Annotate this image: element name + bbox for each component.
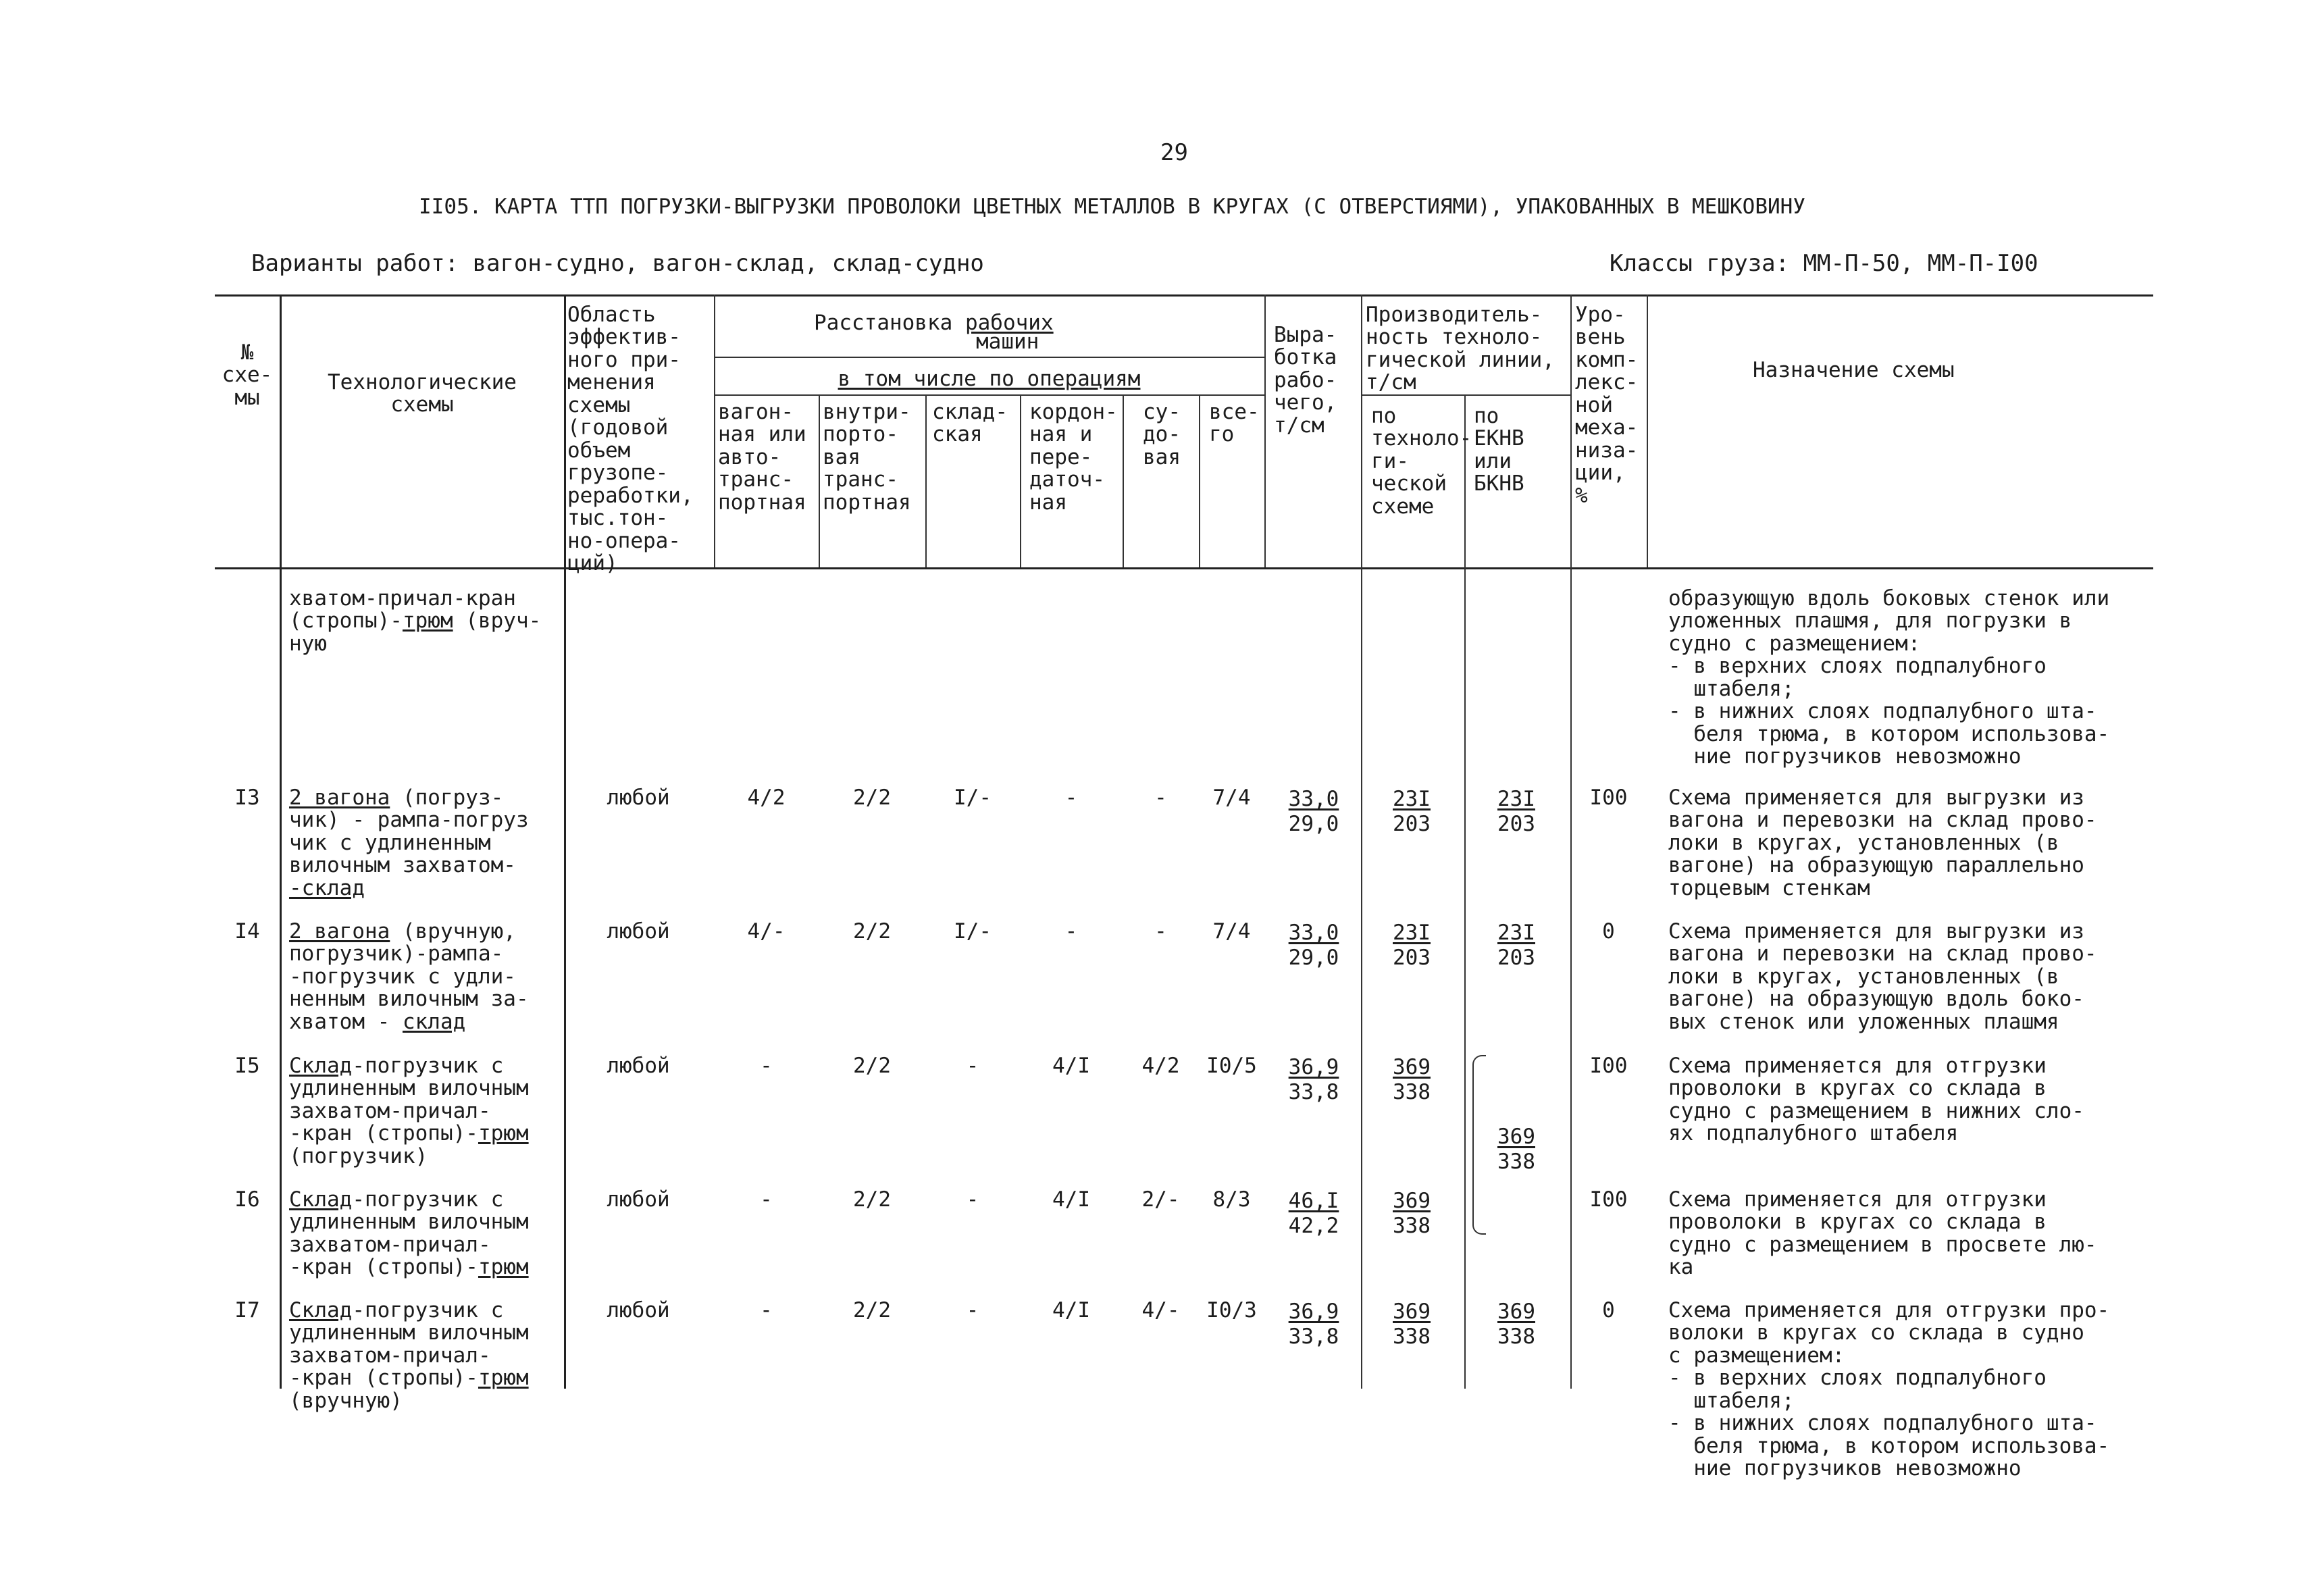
worker-output-denominator: 42,2 (1288, 1214, 1339, 1239)
tech-scheme-text: (вручную) (289, 1388, 403, 1413)
header-by-eknv: по ЕКНВ или БКНВ (1474, 404, 1524, 496)
productivity-by-scheme-numerator: 369 (1393, 1299, 1431, 1324)
tech-scheme-line (289, 1390, 529, 1412)
tech-scheme-line (289, 1077, 529, 1100)
col-divider-tech (564, 294, 566, 1389)
row-total-machines: I0/3 (1206, 1298, 1257, 1322)
row-application-area: любой (607, 919, 670, 944)
col-divider-warehouse (1020, 394, 1021, 567)
row-cordon-machines: 4/I (1052, 1054, 1090, 1078)
productivity-by-scheme-denominator: 338 (1393, 1324, 1431, 1349)
productivity-by-eknv-denominator: 338 (1497, 1324, 1535, 1349)
row-cordon-machines: 4/I (1052, 1187, 1090, 1212)
tech-scheme-text: -кран (стропы)- (289, 1255, 478, 1280)
row-intraport-machines: 2/2 (853, 919, 891, 944)
row-warehouse-machines: - (966, 1187, 979, 1212)
tech-scheme-text: -погрузчик с (352, 1298, 504, 1322)
row-productivity-by-scheme (1364, 1299, 1459, 1349)
tech-scheme-line (289, 832, 529, 854)
tech-scheme-text: трюм (478, 1121, 529, 1146)
row-wagon-machines: 4/- (747, 919, 786, 944)
header-scheme-purpose: Назначение схемы (1753, 358, 1955, 382)
productivity-by-eknv-numerator: 23I (1497, 787, 1535, 811)
row-warehouse-machines: - (966, 1054, 979, 1078)
header-scheme-number: № схе- мы (222, 340, 273, 410)
productivity-by-eknv-numerator: 23I (1497, 921, 1535, 945)
productivity-by-eknv-denominator: 203 (1497, 946, 1535, 971)
tech-scheme-text: удлиненным вилочным (289, 1210, 529, 1235)
header-application-area: Область эффектив- ного при- менения схемы (годовой объем грузопе- реработки, тыс.тон- но-опера- ций) (567, 303, 694, 576)
placement-subheader-line (714, 357, 1264, 358)
row-total-machines: 7/4 (1212, 919, 1251, 944)
tech-scheme-line (289, 1211, 529, 1233)
tech-scheme-text: 2 вагона (289, 786, 390, 810)
col-divider-area (714, 294, 715, 567)
tech-scheme-text: (вручную, (390, 919, 516, 944)
row-productivity-by-scheme (1364, 921, 1459, 971)
row-scheme-number: I5 (234, 1054, 260, 1078)
row-scheme-purpose: Схема применяется для выгрузки из вагона и перевозки на склад прово- локи в кругах, установленных (в вагоне) на образующую параллельно торцевым стенкам (1668, 786, 2097, 900)
tech-scheme-text: -погрузчик с (352, 1187, 504, 1212)
header-line-productivity: Производитель- ность техноло- гической линии, т/см (1366, 303, 1555, 395)
tech-scheme-line (289, 1123, 529, 1145)
tech-scheme-line (289, 1189, 529, 1211)
tech-scheme-text: -кран (стропы)- (289, 1121, 478, 1146)
tech-scheme-text: удлиненным вилочным (289, 1076, 529, 1101)
worker-output-denominator: 29,0 (1288, 946, 1339, 971)
tech-scheme-line (289, 877, 529, 900)
page-title: II05. КАРТА ТТП ПОГРУЗКИ-ВЫГРУЗКИ ПРОВОЛОКИ ЦВЕТНЫХ МЕТАЛЛОВ В КРУГАХ (С ОТВЕРСТИЯМИ), УПАКОВАННЫХ В МЕШКОВИНУ (419, 195, 1805, 219)
tech-scheme-text: 2 вагона (289, 919, 390, 944)
header-total: все- го (1209, 400, 1260, 447)
col-divider-intraport (925, 394, 927, 567)
productivity-by-scheme-denominator: 203 (1393, 946, 1431, 971)
row-worker-output (1270, 787, 1358, 837)
row-productivity-by-eknv (1466, 1299, 1567, 1349)
shared-eknv-value (1483, 1125, 1550, 1175)
row-productivity-by-eknv (1466, 787, 1567, 837)
productivity-by-scheme-numerator: 369 (1393, 1055, 1431, 1079)
row-scheme-purpose: Схема применяется для отгрузки проволоки в кругах со склада в судно с размещением в нижних сло- ях подпалубного штабеля (1668, 1054, 2084, 1146)
row-tech-scheme (289, 921, 529, 1033)
col-divider-productivity (1570, 294, 1572, 1389)
row-intraport-machines: 2/2 (853, 786, 891, 810)
shared-eknv-bottom: 338 (1497, 1150, 1535, 1175)
tech-scheme-line (289, 1367, 529, 1389)
productivity-by-scheme-denominator: 203 (1393, 812, 1431, 837)
header-mechanization-level: Уро- вень комп- лекс- ной меха- низа- ции, % (1575, 303, 1639, 508)
tech-scheme-line (289, 1256, 529, 1279)
tech-scheme-line (289, 809, 529, 831)
col-divider-output (1361, 294, 1362, 1389)
row-scheme-number: I6 (234, 1187, 260, 1212)
row-worker-output (1270, 1055, 1358, 1105)
row-warehouse-machines: I/- (954, 786, 992, 810)
tech-scheme-line (289, 1011, 529, 1033)
work-variants: Варианты работ: вагон-судно, вагон-склад, склад-судно (251, 250, 984, 277)
row-scheme-number: I7 (234, 1298, 260, 1322)
header-ship: су- до- вая (1143, 400, 1181, 469)
tech-scheme-text: склад (402, 1009, 466, 1034)
row-ship-machines: 4/- (1141, 1298, 1180, 1322)
tech-scheme-line (289, 921, 529, 943)
tech-scheme-line (289, 988, 529, 1010)
tech-scheme-text: захватом-причал- (289, 1232, 491, 1257)
row-scheme-number: I3 (234, 786, 260, 810)
row-productivity-by-eknv (1466, 921, 1567, 971)
header-cordon: кордон- ная и пере- даточ- ная (1029, 400, 1118, 515)
row-intraport-machines: 2/2 (853, 1187, 891, 1212)
continuation-tech-scheme (289, 588, 541, 655)
row-wagon-machines: 4/2 (747, 786, 786, 810)
tech-scheme-text: -погрузчик с удли- (289, 964, 516, 989)
continuation-tech-end: (вруч- ную (289, 609, 542, 656)
row-productivity-by-scheme (1364, 1189, 1459, 1239)
tech-scheme-text: Склад (289, 1187, 353, 1212)
row-ship-machines: - (1154, 786, 1167, 810)
productivity-by-eknv-numerator: 369 (1497, 1299, 1535, 1324)
page-number: 29 (1160, 139, 1188, 166)
row-intraport-machines: 2/2 (853, 1054, 891, 1078)
row-tech-scheme (289, 1299, 529, 1412)
row-application-area: любой (607, 1187, 670, 1212)
row-cordon-machines: - (1064, 919, 1078, 944)
row-mechanization-level: I00 (1589, 1054, 1628, 1078)
row-wagon-machines: - (760, 1298, 773, 1322)
header-warehouse: склад- ская (932, 400, 1008, 447)
worker-output-numerator: 33,0 (1288, 921, 1339, 945)
continuation-purpose: образующую вдоль боковых стенок или уложенных плашмя, для погрузки в судно с размещением: - в верхних слоях подпалубного штабеля; - в нижних слоях подпалубного шта- беля трюма, в котором использова- ние погрузчиков невозможно (1668, 586, 2110, 769)
worker-output-denominator: 33,8 (1288, 1080, 1339, 1105)
col-divider-cordon (1123, 394, 1124, 567)
productivity-by-scheme-numerator: 23I (1393, 921, 1431, 945)
header-intraport-transport: внутри- порто- вая транс- портная (823, 400, 911, 515)
row-ship-machines: 4/2 (1141, 1054, 1180, 1078)
continuation-tech-text: хватом-причал-кран (стропы)- (289, 586, 516, 634)
tech-scheme-text: чик с удлиненным (289, 830, 491, 855)
row-cordon-machines: - (1064, 786, 1078, 810)
row-scheme-number: I4 (234, 919, 260, 944)
row-mechanization-level: 0 (1602, 919, 1615, 944)
tech-scheme-text: (погруз- (390, 786, 504, 810)
row-warehouse-machines: - (966, 1298, 979, 1322)
continuation-tech-hold: трюм (402, 609, 453, 634)
tech-scheme-line (289, 1345, 529, 1367)
tech-scheme-text: трюм (478, 1255, 529, 1280)
col-divider-wagon (819, 394, 820, 567)
worker-output-numerator: 46,I (1288, 1189, 1339, 1213)
row-ship-machines: - (1154, 919, 1167, 944)
row-ship-machines: 2/- (1141, 1187, 1180, 1212)
productivity-subheader-line (1361, 394, 1570, 396)
row-tech-scheme (289, 1189, 529, 1279)
row-mechanization-level: I00 (1589, 786, 1628, 810)
row-total-machines: I0/5 (1206, 1054, 1257, 1078)
tech-scheme-text: трюм (478, 1366, 529, 1391)
row-application-area: любой (607, 1054, 670, 1078)
col-divider-by-scheme (1464, 394, 1466, 1389)
row-total-machines: 7/4 (1212, 786, 1251, 810)
operations-subheader-line (714, 394, 1264, 396)
col-divider-mech (1647, 294, 1648, 567)
row-mechanization-level: I00 (1589, 1187, 1628, 1212)
tech-scheme-text: захватом-причал- (289, 1343, 491, 1368)
row-scheme-purpose: Схема применяется для выгрузки из вагона и перевозки на склад прово- локи в кругах, установленных (в вагоне) на образующую вдоль боко- вых стенок или уложенных плашмя (1668, 919, 2097, 1034)
header-placement-machines: машин (976, 330, 1039, 354)
tech-scheme-line (289, 1055, 529, 1077)
row-worker-output (1270, 1299, 1358, 1349)
row-cordon-machines: 4/I (1052, 1298, 1090, 1322)
row-productivity-by-scheme (1364, 787, 1459, 837)
tech-scheme-text: хватом - (289, 1009, 403, 1034)
tech-scheme-text: погрузчик)-рампа- (289, 942, 504, 967)
table-header-bottom-border (215, 567, 2153, 569)
header-placement-label: Расстановка (814, 311, 953, 335)
header-by-tech-scheme: по техноло- ги- ческой схеме (1371, 404, 1472, 519)
row-intraport-machines: 2/2 (853, 1298, 891, 1322)
productivity-by-scheme-numerator: 369 (1393, 1189, 1431, 1213)
worker-output-denominator: 33,8 (1288, 1324, 1339, 1349)
tech-scheme-text: -погрузчик с (352, 1054, 504, 1078)
tech-scheme-text: захватом-причал- (289, 1098, 491, 1123)
productivity-by-eknv-denominator: 203 (1497, 812, 1535, 837)
tech-scheme-text: чик) - рампа-погруз (289, 808, 529, 833)
row-productivity-by-scheme (1364, 1055, 1459, 1105)
row-application-area: любой (607, 786, 670, 810)
productivity-by-scheme-numerator: 23I (1393, 787, 1431, 811)
tech-scheme-text: вилочным захватом- (289, 853, 516, 878)
tech-scheme-line (289, 1322, 529, 1344)
header-worker-output: Выра- ботка рабо- чего, т/см (1274, 323, 1337, 438)
productivity-by-scheme-denominator: 338 (1393, 1080, 1431, 1105)
cargo-classes: Классы груза: ММ-П-50, ММ-П-I00 (1610, 250, 2038, 277)
tech-scheme-text: Склад (289, 1298, 353, 1322)
row-scheme-purpose: Схема применяется для отгрузки про- волоки в кругах со склада в судно с размещением: - в верхних слоях подпалубного штабеля; - в нижних слоях подпалубного шта- беля трюма, в котором использова- ние погрузчиков невозможно (1668, 1298, 2110, 1481)
row-total-machines: 8/3 (1212, 1187, 1251, 1212)
tech-scheme-line (289, 787, 529, 809)
row-worker-output (1270, 1189, 1358, 1239)
tech-scheme-text: Склад (289, 1054, 353, 1078)
worker-output-denominator: 29,0 (1288, 812, 1339, 837)
tech-scheme-text: -склад (289, 875, 365, 900)
tech-scheme-text: ненным вилочным за- (289, 987, 529, 1012)
table-top-border (215, 294, 2153, 297)
productivity-by-scheme-denominator: 338 (1393, 1214, 1431, 1239)
col-divider-ship (1199, 394, 1200, 567)
row-wagon-machines: - (760, 1187, 773, 1212)
header-by-operations: в том числе по операциям (838, 367, 1141, 391)
shared-eknv-top: 369 (1497, 1125, 1535, 1149)
worker-output-numerator: 33,0 (1288, 787, 1339, 811)
worker-output-numerator: 36,9 (1288, 1299, 1339, 1324)
row-scheme-purpose: Схема применяется для отгрузки проволоки в кругах со склада в судно с размещением в просвете лю- ка (1668, 1187, 2097, 1280)
header-technological-schemes: Технологические схемы (328, 370, 517, 417)
tech-scheme-line (289, 1100, 529, 1123)
worker-output-numerator: 36,9 (1288, 1055, 1339, 1079)
tech-scheme-line (289, 943, 529, 965)
tech-scheme-text: -кран (стропы)- (289, 1366, 478, 1391)
tech-scheme-text: (погрузчик) (289, 1143, 428, 1168)
tech-scheme-line (289, 966, 529, 988)
tech-scheme-text: удлиненным вилочным (289, 1320, 529, 1345)
header-placement-workers: рабочих (965, 311, 1054, 335)
tech-scheme-line (289, 1234, 529, 1256)
tech-scheme-line (289, 1299, 529, 1322)
row-warehouse-machines: I/- (954, 919, 992, 944)
row-wagon-machines: - (760, 1054, 773, 1078)
col-divider-num (280, 294, 282, 1389)
row-mechanization-level: 0 (1602, 1298, 1615, 1322)
tech-scheme-line (289, 854, 529, 877)
header-wagon-transport: вагон- ная или авто- транс- портная (718, 400, 806, 515)
tech-scheme-line (289, 1145, 529, 1168)
row-application-area: любой (607, 1298, 670, 1322)
row-tech-scheme (289, 787, 529, 900)
col-divider-total (1264, 294, 1266, 567)
row-worker-output (1270, 921, 1358, 971)
row-tech-scheme (289, 1055, 529, 1168)
